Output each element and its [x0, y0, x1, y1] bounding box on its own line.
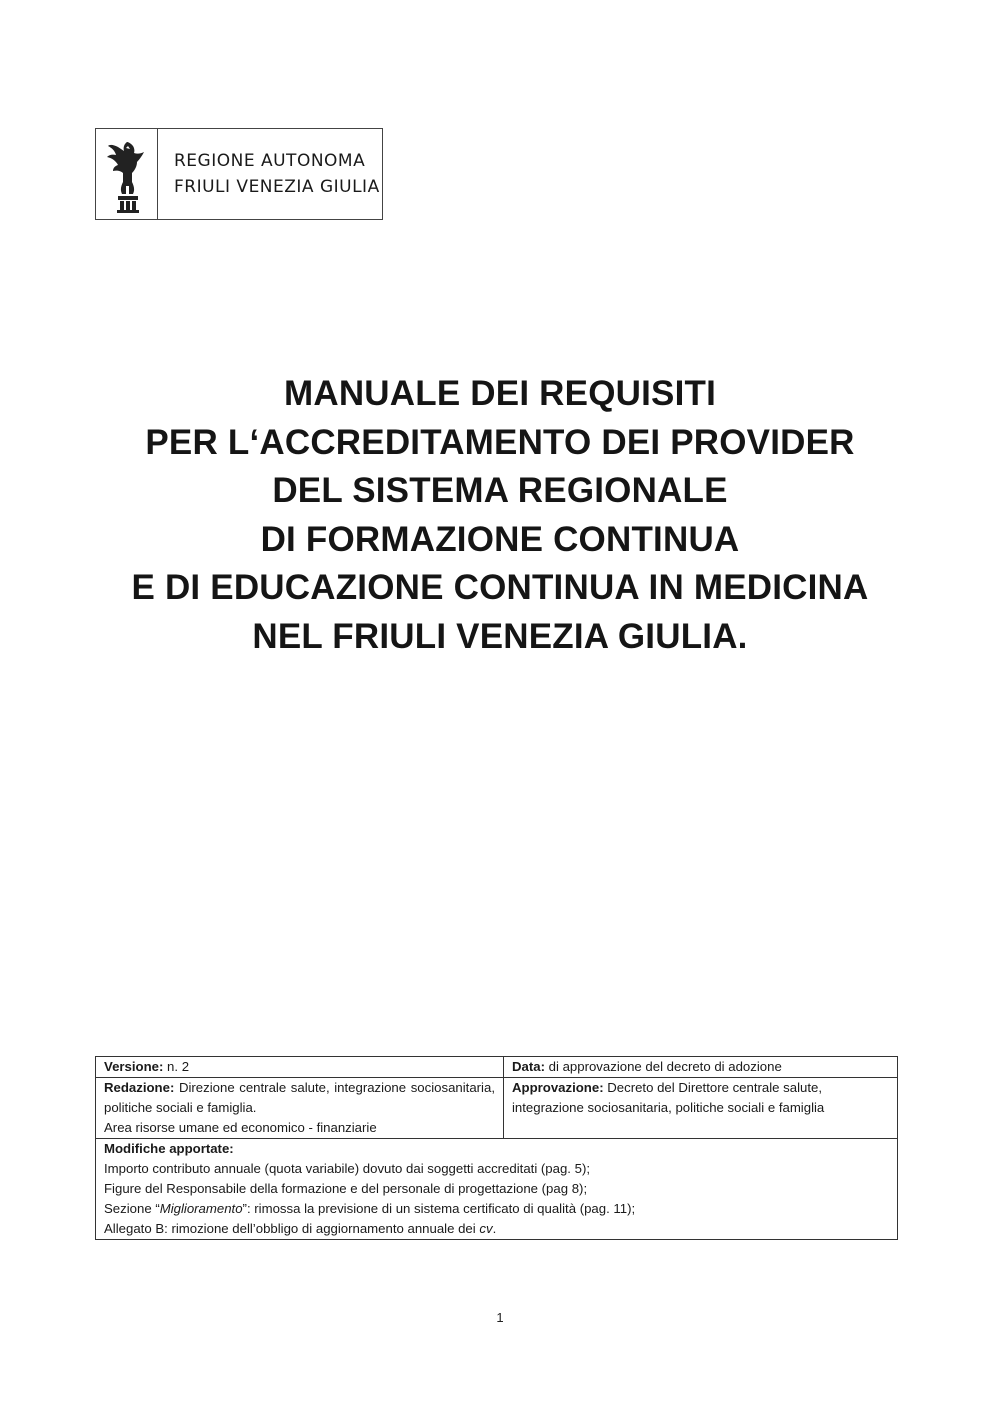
title-line: PER L‘ACCREDITAMENTO DEI PROVIDER	[145, 422, 855, 462]
table-row	[96, 1078, 898, 1139]
title-line: DEL SISTEMA REGIONALE	[272, 471, 728, 510]
approvazione-label: Approvazione:	[512, 1080, 604, 1095]
title-line: E DI EDUCAZIONE CONTINUA IN MEDICINA	[131, 568, 869, 607]
table-row	[96, 1139, 898, 1240]
data-label: Data:	[512, 1059, 545, 1074]
modifiche-item	[104, 1199, 889, 1219]
modifiche-item: Figure del Responsabile della formazione e del personale di progettazione (pag 8);	[104, 1181, 588, 1196]
modifiche-label: Modifiche apportate:	[104, 1141, 234, 1156]
modifiche-item3-prefix: Sezione “	[104, 1201, 160, 1216]
document-title	[0, 370, 1000, 661]
data-value: di approvazione del decreto di adozione	[544, 1059, 782, 1074]
logo-line-2: FRIULI VENEZIA GIULIA	[174, 177, 380, 197]
modifiche-item: Importo contributo annuale (quota variabile) dovuto dai soggetti accreditati (pag. 5);	[104, 1161, 591, 1176]
modifiche-item3-suffix: ”: rimossa la previsione di un sistema certificato di qualità (pag. 11);	[242, 1201, 636, 1216]
modifiche-item	[104, 1219, 889, 1239]
redazione-cell	[96, 1078, 504, 1139]
title-line: DI FORMAZIONE CONTINUA	[260, 519, 740, 559]
table-row	[96, 1057, 898, 1078]
region-logo	[95, 128, 383, 220]
modifiche-item4-prefix: Allegato B: rimozione dell’obbligo di aggiornamento annuale dei	[104, 1221, 480, 1236]
versione-value: n. 2	[163, 1059, 190, 1074]
redazione-label: Redazione:	[104, 1080, 175, 1095]
versione-label: Versione:	[104, 1059, 164, 1074]
document-info-table	[95, 1056, 898, 1240]
versione-cell	[96, 1057, 504, 1078]
title-line: NEL FRIULI VENEZIA GIULIA.	[252, 616, 748, 656]
logo-line-1: REGIONE AUTONOMA	[174, 151, 366, 171]
redazione-value: Direzione centrale salute, integrazione sociosanitaria, politiche sociali e famiglia.	[104, 1080, 495, 1115]
redazione-area: Area risorse umane ed economico - finanziarie	[104, 1120, 377, 1135]
page-number: 1	[496, 1310, 504, 1325]
modifiche-item3-italic: Miglioramento	[159, 1201, 243, 1216]
modifiche-item4-italic: cv	[479, 1221, 493, 1236]
eagle-emblem-icon	[96, 129, 158, 219]
data-cell	[504, 1057, 898, 1078]
approvazione-cell	[504, 1078, 898, 1139]
modifiche-cell	[96, 1139, 898, 1240]
logo-text	[158, 129, 382, 219]
redazione-text	[104, 1078, 495, 1118]
title-line: MANUALE DEI REQUISITI	[284, 374, 716, 413]
modifiche-item4-suffix: .	[492, 1221, 497, 1236]
approvazione-value: Decreto del Direttore centrale salute, integrazione sociosanitaria, politiche sociali e famiglia	[512, 1080, 825, 1115]
